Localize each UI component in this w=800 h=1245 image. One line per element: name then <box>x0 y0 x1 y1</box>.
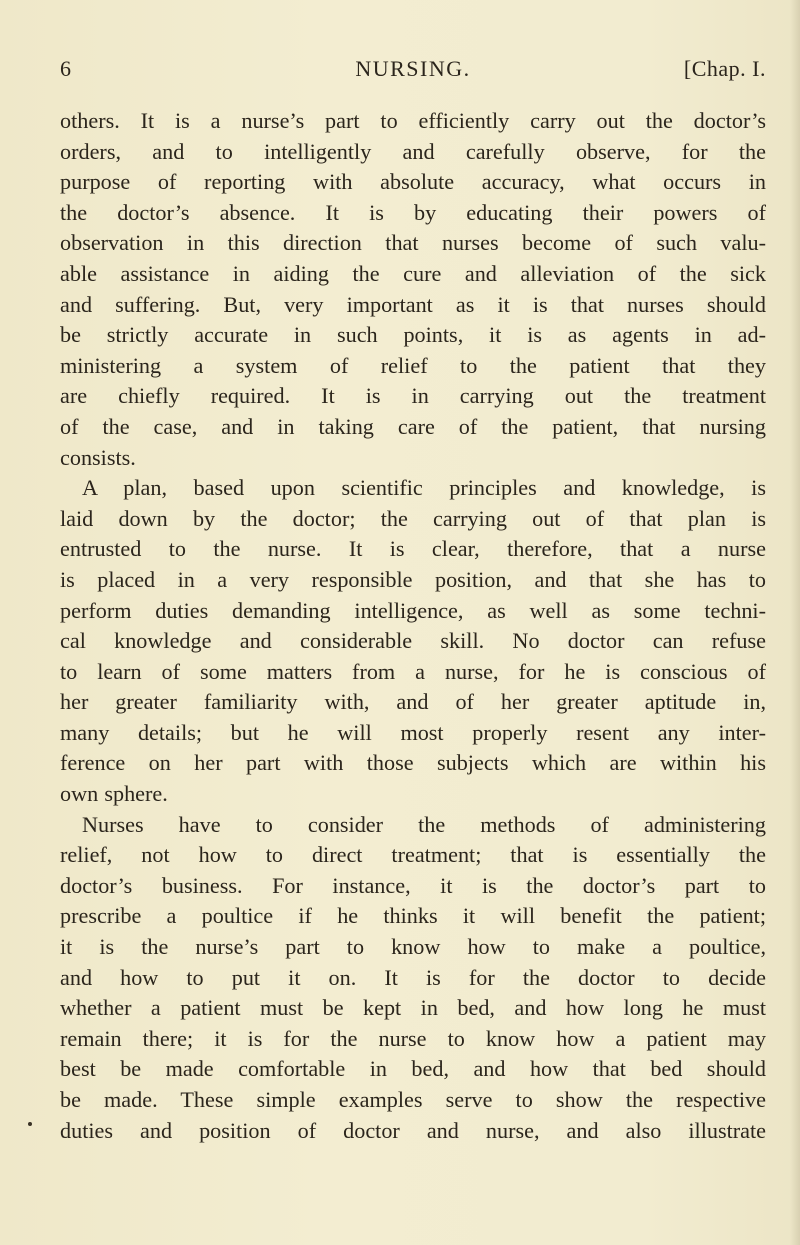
page-edge-shadow <box>790 0 800 1245</box>
text-line: be made. These simple examples serve to show the respective <box>60 1087 766 1112</box>
text-line: relief, not how to direct treatment; that is essentially the <box>60 842 766 868</box>
text-line: be strictly accurate in such points, it is as agents in ad- <box>60 322 766 348</box>
text-line: ference on her part with those subjects which are within his <box>60 750 766 776</box>
chapter-reference: [Chap. I. <box>683 56 766 81</box>
text-line: many details; but he will most properly resent any inter- <box>60 719 766 745</box>
text-line: able assistance in aiding the cure and alleviation of the sick <box>60 260 766 286</box>
text-line: cal knowledge and considerable skill. No doctor can refuse <box>60 628 766 654</box>
text-line: her greater familiarity with, and of her greater aptitude in, <box>60 689 766 715</box>
text-line: ministering a system of relief to the patient that they <box>60 352 766 378</box>
text-line: to learn of some matters from a nurse, for he is conscious of <box>60 658 766 684</box>
body-text <box>60 106 766 1146</box>
text-line: A plan, based upon scientific principles and knowledge, is <box>82 475 766 501</box>
text-line: duties and position of doctor and nurse, and also illustrate <box>60 1117 766 1143</box>
text-line: and suffering. But, very important as it is that nurses should <box>60 291 766 317</box>
text-line: purpose of reporting with absolute accuracy, what occurs in <box>60 169 766 195</box>
text-line: whether a patient must be kept in bed, and how long he must <box>60 995 766 1021</box>
text-line: Nurses have to consider the methods of administering <box>82 811 766 837</box>
running-head <box>60 56 766 86</box>
text-line: laid down by the doctor; the carrying out of that plan is <box>60 505 766 531</box>
text-line: are chiefly required. It is in carrying out the treatment <box>60 383 766 409</box>
text-line: entrusted to the nurse. It is clear, therefore, that a nurse <box>60 536 766 562</box>
text-line: best be made comfortable in bed, and how that bed should <box>60 1056 766 1082</box>
text-line: of the case, and in taking care of the patient, that nursing <box>60 413 766 439</box>
page-number: 6 <box>60 56 72 81</box>
text-line: doctor’s business. For instance, it is the doctor’s part to <box>60 872 766 898</box>
text-line: is placed in a very responsible position, and that she has to <box>60 566 766 592</box>
running-title: NURSING. <box>355 56 471 81</box>
text-line: others. It is a nurse’s part to efficiently carry out the doctor’s <box>60 108 766 133</box>
text-line: prescribe a poultice if he thinks it will benefit the patient; <box>60 903 766 929</box>
margin-dot <box>28 1122 32 1126</box>
text-line: remain there; it is for the nurse to know how a patient may <box>60 1025 766 1051</box>
text-line: it is the nurse’s part to know how to make a poultice, <box>60 934 766 960</box>
text-line: consists. <box>60 444 136 470</box>
text-line: observation in this direction that nurses become of such valu- <box>60 230 766 256</box>
text-line: and how to put it on. It is for the doctor to decide <box>60 964 766 990</box>
text-line: orders, and to intelligently and carefully observe, for the <box>60 138 766 164</box>
text-line: the doctor’s absence. It is by educating their powers of <box>60 199 766 225</box>
text-line: own sphere. <box>60 781 168 807</box>
text-line: perform duties demanding intelligence, as well as some techni- <box>60 597 766 623</box>
